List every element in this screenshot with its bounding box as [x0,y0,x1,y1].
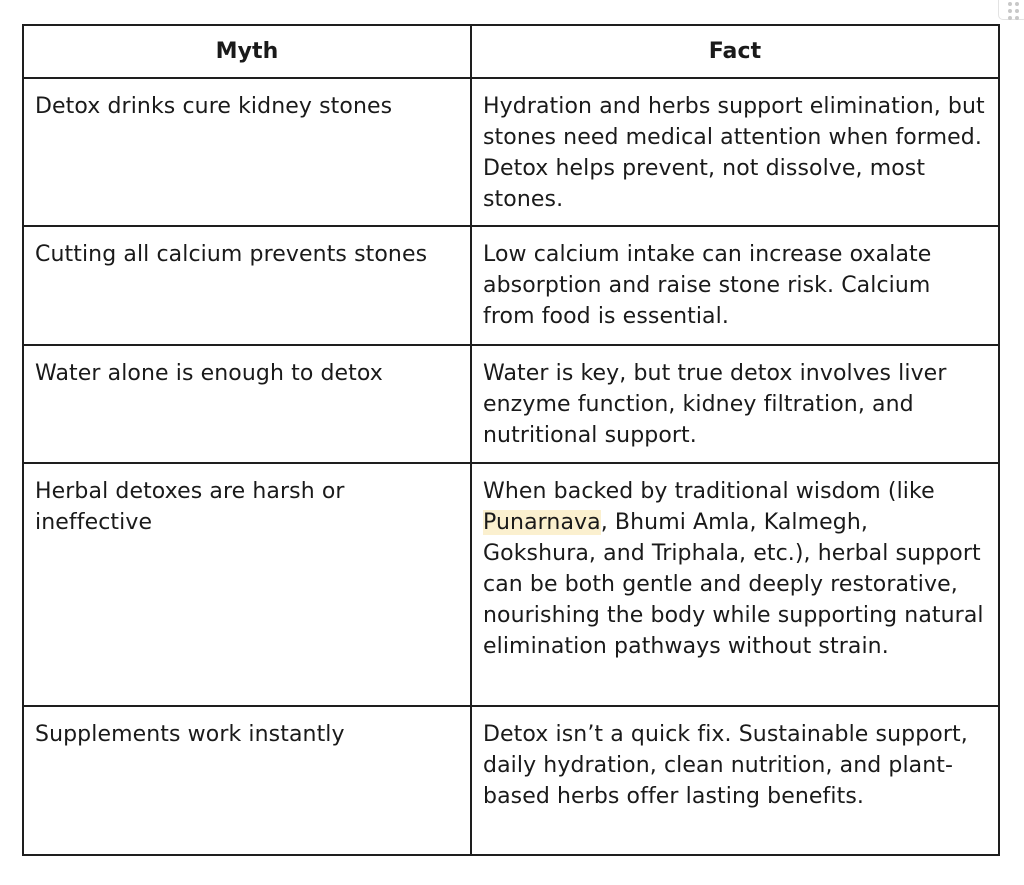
drag-handle-icon[interactable] [998,0,1024,20]
myth-cell: Detox drinks cure kidney stones [23,78,471,226]
drag-dot [1008,2,1012,6]
drag-dot [1015,16,1019,20]
fact-cell: Detox isn’t a quick fix. Sustainable support, daily hydration, clean nutrition, and plant-based herbs offer lasting benefits. [471,706,999,855]
myth-cell: Supplements work instantly [23,706,471,855]
table-row [23,345,999,463]
fact-cell: Hydration and herbs support elimination, but stones need medical attention when formed. Detox helps prevent, not dissolve, most stones. [471,78,999,226]
drag-dot [1015,9,1019,13]
table-row [23,78,999,226]
table-row [23,226,999,345]
fact-cell: Low calcium intake can increase oxalate absorption and raise stone risk. Calcium from food is essential. [471,226,999,345]
drag-dot [1015,2,1019,6]
drag-dot [1008,9,1012,13]
myth-cell: Water alone is enough to detox [23,345,471,463]
myth-cell: Herbal detoxes are harsh or ineffective [23,463,471,706]
header-fact: Fact [471,25,999,78]
header-myth: Myth [23,25,471,78]
fact-cell [471,463,999,706]
myth-fact-table [22,24,1000,856]
table-row [23,463,999,706]
table-header-row [23,25,999,78]
fact-text-after: , Bhumi Amla, Kalmegh, Gokshura, and Triphala, etc.), herbal support can be both gentle and deeply restorative, nourishing the body while supporting natural elimination pathways without strain. [483,510,984,659]
highlighted-term[interactable]: Punarnava [483,510,601,535]
fact-cell: Water is key, but true detox involves liver enzyme function, kidney filtration, and nutritional support. [471,345,999,463]
fact-text-before: When backed by traditional wisdom (like [483,479,935,504]
table-row [23,706,999,855]
myth-cell: Cutting all calcium prevents stones [23,226,471,345]
drag-dot [1008,16,1012,20]
